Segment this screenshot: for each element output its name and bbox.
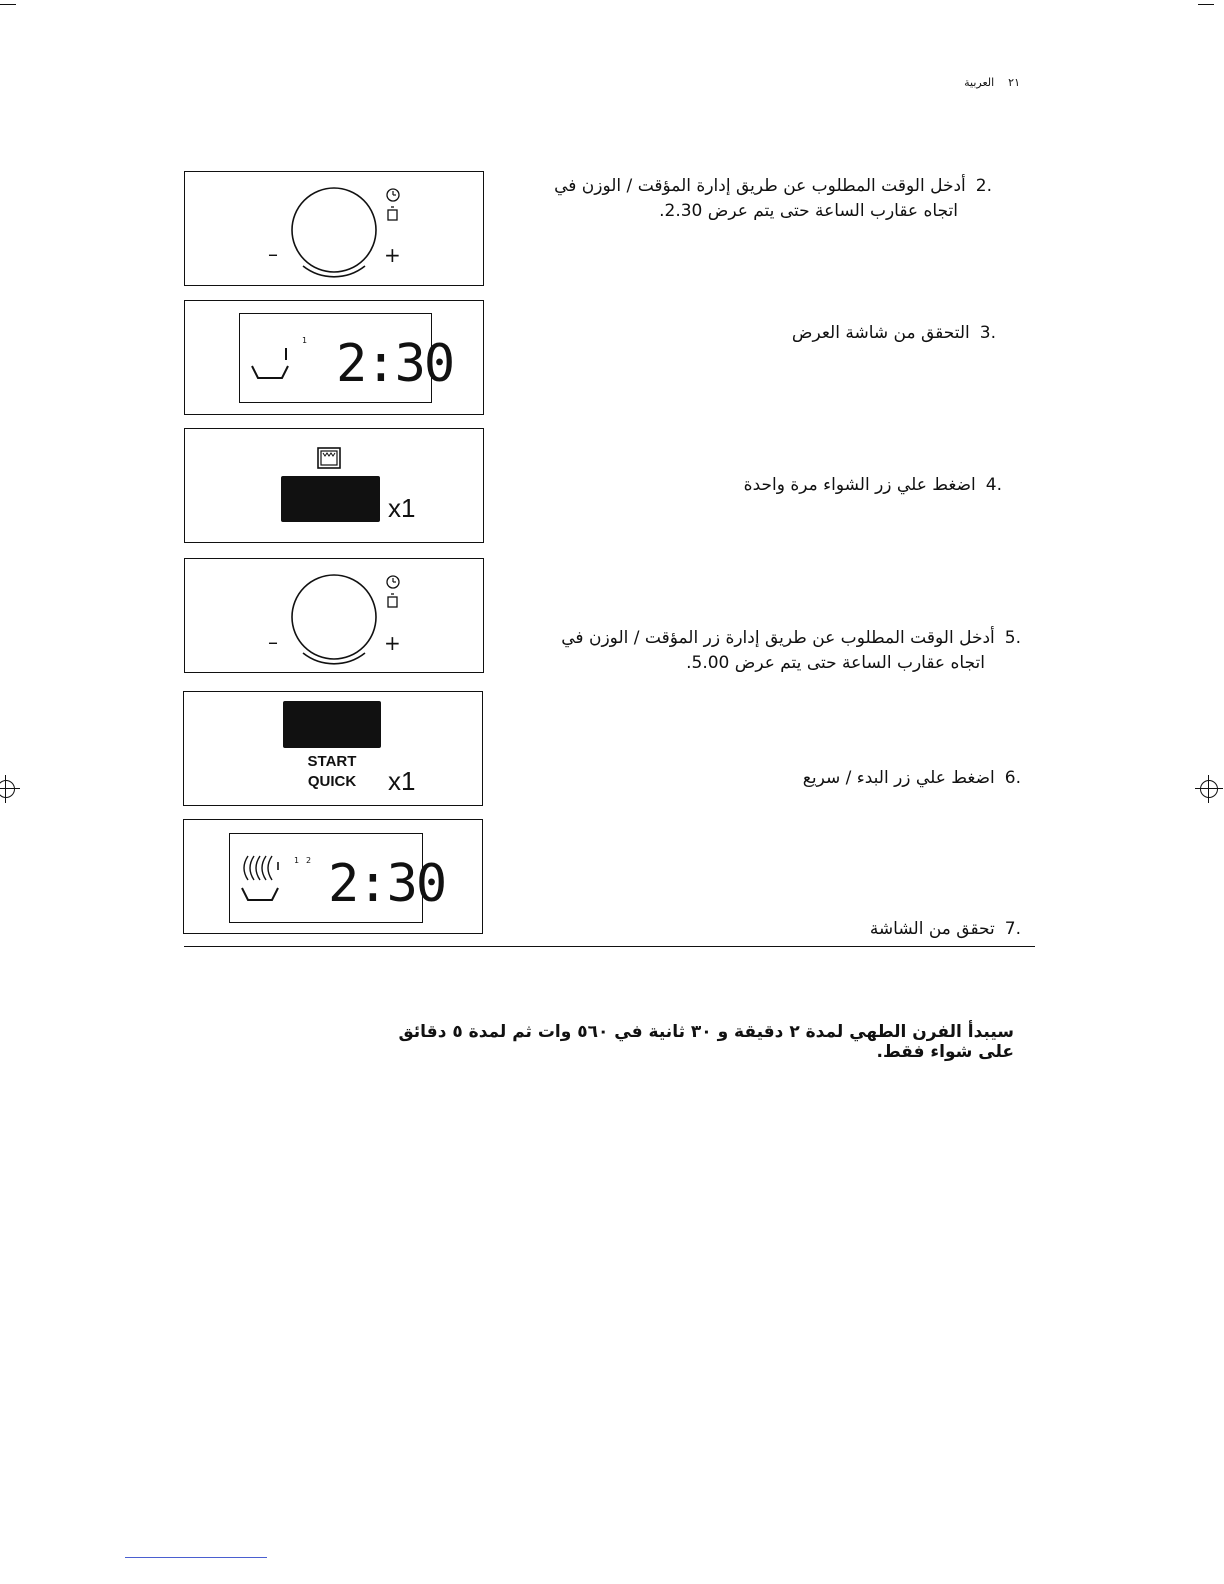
page-number: ٢١ <box>1008 76 1020 89</box>
step-text: أدخل الوقت المطلوب عن طريق إدارة المؤقت / الوزن في <box>554 176 966 196</box>
grill-panel <box>184 428 484 543</box>
language-label: العربية <box>964 76 995 89</box>
plus-sign: + <box>384 631 401 655</box>
step-5 <box>551 626 1021 676</box>
power-level: 1 <box>302 336 308 345</box>
minus-sign: – <box>268 242 278 266</box>
minus-sign: – <box>268 630 278 654</box>
start-label: START <box>307 753 357 770</box>
crop-mark-left <box>0 4 16 5</box>
step-number: .4 <box>985 475 1002 495</box>
level-indicator-1: 1 <box>294 856 300 865</box>
dial-knob[interactable] <box>185 559 485 674</box>
start-button[interactable] <box>283 701 381 748</box>
press-count: x1 <box>388 766 416 796</box>
dial-knob[interactable] <box>185 172 485 287</box>
dial-panel-1 <box>184 171 484 286</box>
step-number: .3 <box>979 323 996 343</box>
step-text: اضغط علي زر البدء / سريع <box>802 768 995 788</box>
lcd-screen <box>229 833 446 923</box>
step-text-line-2: اتجاه عقارب الساعة حتى يتم عرض 2.30. <box>659 201 958 221</box>
step-text: تحقق من الشاشة <box>869 919 995 939</box>
level-indicator-2: 2 <box>306 856 312 865</box>
section-divider <box>184 946 1035 947</box>
display-panel-1 <box>184 300 484 415</box>
start-panel <box>183 691 483 806</box>
press-count: x1 <box>388 493 416 523</box>
footer-line <box>125 1557 267 1558</box>
step-text: التحقق من شاشة العرض <box>791 323 970 343</box>
registration-mark-right <box>1200 780 1218 798</box>
microwave-waves-icon <box>238 852 298 922</box>
step-text: اضغط علي زر الشواء مرة واحدة <box>743 475 976 495</box>
step-number: .6 <box>1004 768 1021 788</box>
step-2 <box>552 174 992 224</box>
lcd-screen <box>239 313 454 403</box>
grill-button[interactable] <box>281 476 380 522</box>
weight-icon <box>388 597 397 607</box>
step-number: .7 <box>1004 919 1021 939</box>
summary-note: سيبدأ الفرن الطهي لمدة ٢ دقيقة و ٣٠ ثانية في ٥٦٠ وات ثم لمدة ٥ دقائق على شواء فقط. <box>398 1022 1014 1062</box>
registration-mark-left <box>0 780 15 798</box>
crop-mark-right <box>1198 4 1214 5</box>
step-3 <box>596 321 996 346</box>
dial-panel-2 <box>184 558 484 673</box>
step-number: .5 <box>1004 628 1021 648</box>
plus-sign: + <box>384 243 401 267</box>
display-panel-2 <box>183 819 483 934</box>
step-number: .2 <box>975 176 992 196</box>
step-text-line-2: اتجاه عقارب الساعة حتى يتم عرض 5.00. <box>686 653 985 673</box>
display-time: 2:30 <box>328 854 446 914</box>
dish-icon <box>248 344 308 404</box>
grill-icon <box>317 447 343 473</box>
display-time: 2:30 <box>336 334 454 394</box>
step-4 <box>602 473 1002 498</box>
step-text: أدخل الوقت المطلوب عن طريق إدارة زر المؤقت / الوزن في <box>561 628 995 648</box>
weight-icon <box>388 210 397 220</box>
page-header <box>900 76 1020 89</box>
step-7 <box>621 917 1021 942</box>
step-6 <box>621 766 1021 791</box>
quick-label: QUICK <box>307 773 357 790</box>
